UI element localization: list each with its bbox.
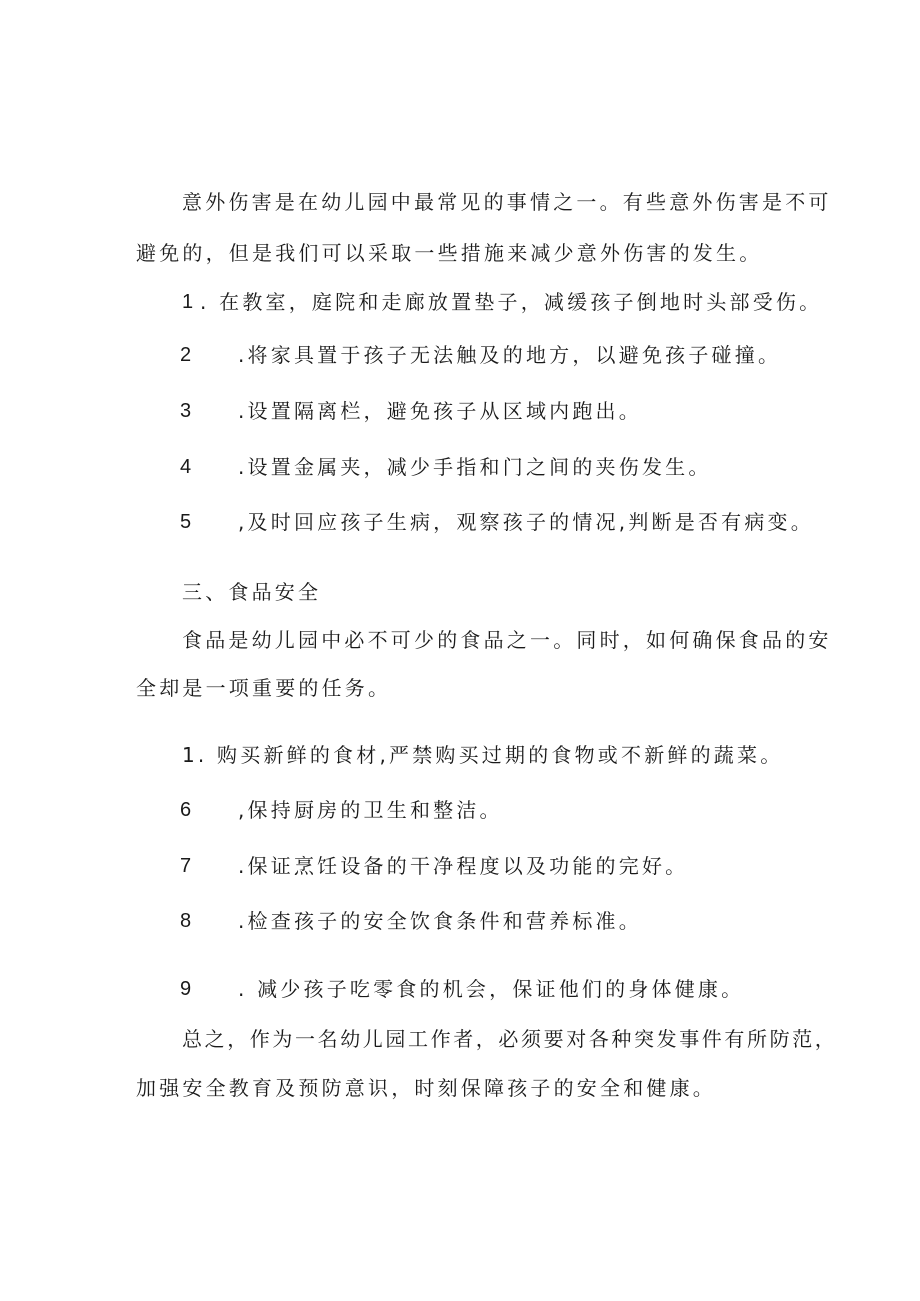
- list-item-number: 9: [180, 978, 192, 1000]
- list-item-text: .保证烹饪设备的干净程度以及功能的完好。: [238, 854, 689, 878]
- list-item-number: 5: [180, 511, 192, 533]
- list-item-text: .设置金属夹，减少手指和门之间的夹伤发生。: [238, 455, 712, 479]
- list-item-text: . 在教室，庭院和走廊放置垫子，减缓孩子倒地时头部受伤。: [200, 290, 823, 314]
- list-item-number: 1: [182, 291, 194, 313]
- food-para-line-1: 食品是幼儿园中必不可少的食品之一。同时，如何确保食品的安: [182, 628, 832, 652]
- list-item-number: 4: [180, 456, 192, 478]
- list-item-number: 6: [180, 799, 192, 821]
- list-item-text: .将家具置于孩子无法触及的地方，以避免孩子碰撞。: [238, 343, 782, 367]
- intro-line-2: 避免的，但是我们可以采取一些措施来减少意外伤害的发生。: [136, 241, 763, 265]
- food-item-first: 1. 购买新鲜的食材,严禁购买过期的食物或不新鲜的蔬菜。: [182, 743, 784, 767]
- food-para-line-2: 全却是一项重要的任务。: [136, 676, 392, 700]
- list-item-text: ,保持厨房的卫生和整洁。: [238, 798, 503, 822]
- list-item-text: .检查孩子的安全饮食条件和营养标准。: [238, 909, 642, 933]
- list-item-text: .设置隔离栏，避免孩子从区域内跑出。: [238, 399, 642, 423]
- list-item-number: 2: [180, 344, 192, 366]
- intro-line-1: 意外伤害是在幼儿园中最常见的事情之一。有些意外伤害是不可: [182, 190, 832, 214]
- conclusion-line-1: 总之，作为一名幼儿园工作者，必须要对各种突发事件有所防范，: [182, 1027, 838, 1051]
- list-item-text: . 减少孩子吃零食的机会，保证他们的身体健康。: [238, 977, 745, 1001]
- list-item-number: 3: [180, 400, 192, 422]
- list-item-number: 7: [180, 855, 192, 877]
- list-item-text: ,及时回应孩子生病，观察孩子的情况,判断是否有病变。: [238, 510, 814, 534]
- conclusion-line-2: 加强安全教育及预防意识，时刻保障孩子的安全和健康。: [136, 1076, 716, 1100]
- list-item-number: 8: [180, 910, 192, 932]
- section-heading: 三、食品安全: [182, 580, 322, 604]
